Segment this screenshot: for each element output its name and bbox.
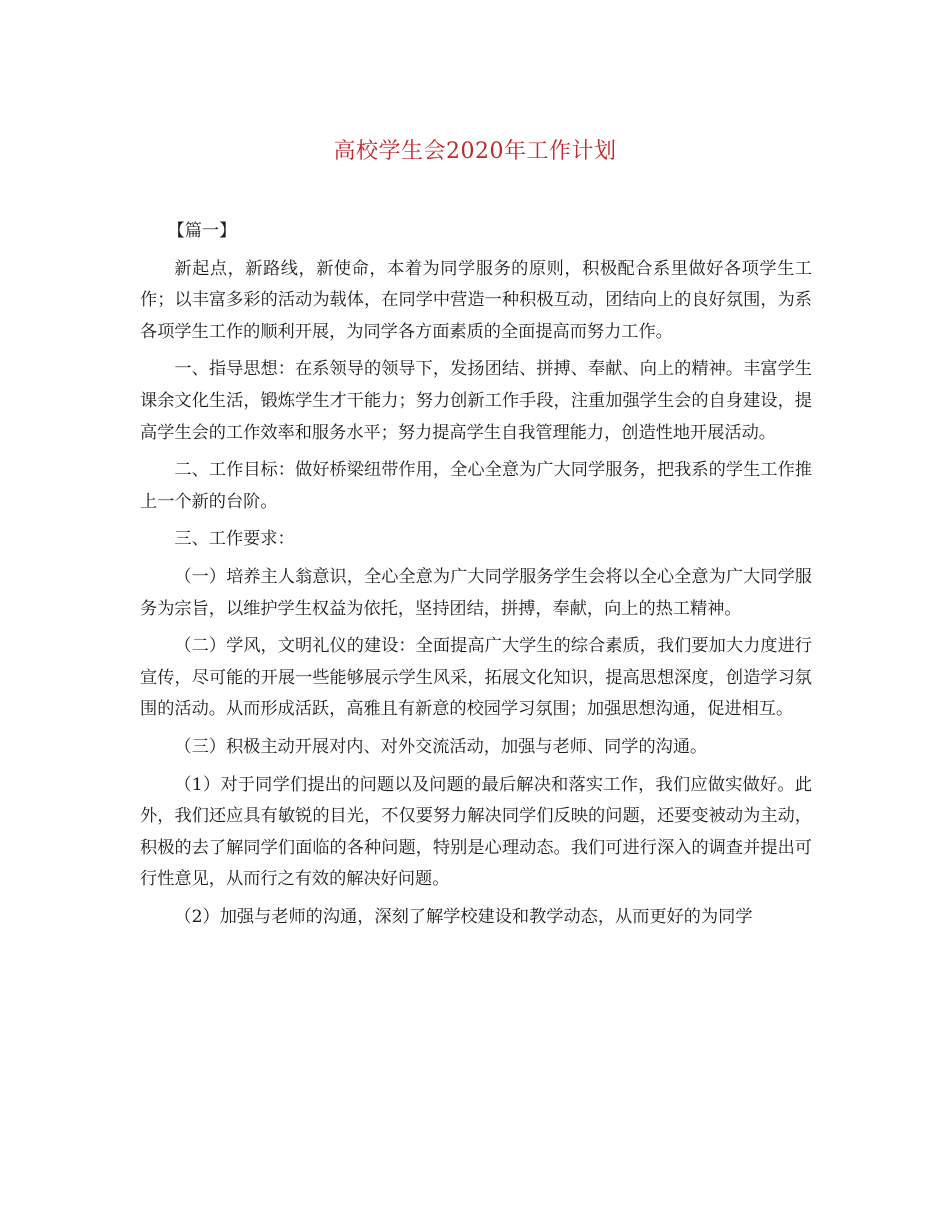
- paragraph-work-goal: 二、工作目标：做好桥梁纽带作用，全心全意为广大同学服务，把我系的学生工作推上一个新的台阶。: [140, 460, 812, 512]
- document-body: [140, 216, 812, 933]
- paragraph-guiding-ideology: 一、指导思想：在系领导的领导下，发扬团结、拼搏、奉献、向上的精神。丰富学生课余文化生活，锻炼学生才干能力；努力创新工作手段，注重加强学生会的自身建设，提高学生会的工作效率和服务水平；努力提高学生自我管理能力，创造性地开展活动。: [140, 359, 812, 443]
- paragraph-requirement-3: （三）积极主动开展对内、对外交流活动，加强与老师、同学的沟通。: [174, 736, 708, 757]
- paragraph-requirement-2: （二）学风，文明礼仪的建设：全面提高广大学生的综合素质，我们要加大力度进行宣传，尽可能的开展一些能够展示学生风采，拓展文化知识，提高思想深度，创造学习氛围的活动。从而形成活跃，高雅且有新意的校园学习氛围；加强思想沟通，促进相互。: [140, 636, 812, 720]
- paragraph-intro: 新起点，新路线，新使命，本着为同学服务的原则，积极配合系里做好各项学生工作；以丰富多彩的活动为载体，在同学中营造一种积极互动，团结向上的良好氛围，为系各项学生工作的顺利开展，为同学各方面素质的全面提高而努力工作。: [140, 258, 812, 342]
- paragraph-item-1: （1）对于同学们提出的问题以及问题的最后解决和落实工作，我们应做实做好。此外，我们还应具有敏锐的目光，不仅要努力解决同学们反映的问题，还要变被动为主动，积极的去了解同学们面临的各种问题，特别是心理动态。我们可进行深入的调查并提出可行性意见，从而行之有效的解决好问题。: [140, 774, 812, 890]
- section-heading: 【篇一】: [167, 221, 237, 241]
- paragraph-work-requirements: 三、工作要求：: [174, 529, 295, 550]
- paragraph-item-2: （2）加强与老师的沟通，深刻了解学校建设和教学动态，从而更好的为同学: [174, 906, 753, 927]
- paragraph-requirement-1: （一）培养主人翁意识，全心全意为广大同学服务学生会将以全心全意为广大同学服务为宗旨，以维护学生权益为依托，坚持团结，拼搏，奉献，向上的热工精神。: [140, 566, 812, 619]
- document-title: 高校学生会2020年工作计划: [333, 139, 617, 164]
